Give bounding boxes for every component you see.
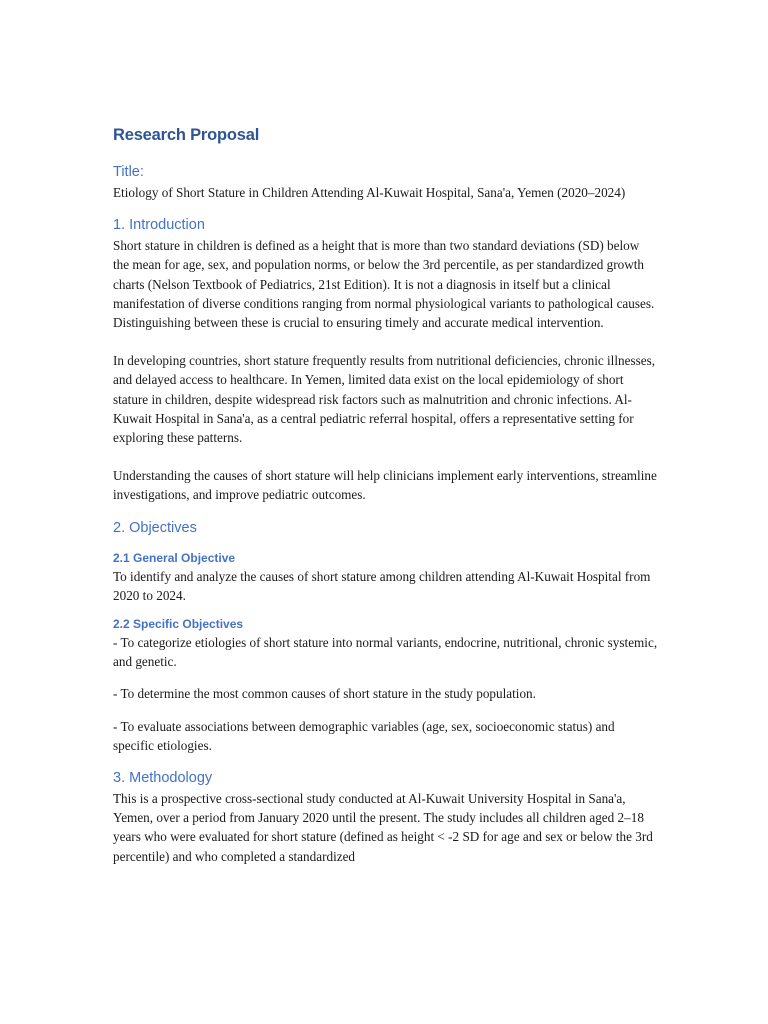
general-objective-text: To identify and analyze the causes of short stature among children attending Al-Kuwait Hospital from 2020 to 2024.: [113, 568, 651, 603]
methodology-heading: 3. Methodology: [113, 770, 213, 787]
specific-objective-item: - To evaluate associations between demographic variables (age, sex, socioeconomic status) and specific etiologies.: [113, 718, 615, 753]
specific-objectives-heading: 2.2 Specific Objectives: [113, 617, 244, 632]
objectives-heading: 2. Objectives: [113, 519, 197, 536]
document-heading: Research Proposal: [113, 126, 260, 144]
document-page: [113, 122, 658, 866]
title-label: Title:: [113, 164, 144, 180]
methodology-text: This is a prospective cross-sectional study conducted at Al-Kuwait University Hospital in Sana'a, Yemen, over a period from January 2020 until the present. The study includes all children aged 2–18 years who were evaluated for short stature (defined as height < -2 SD for age and sex or below the 3rd percentile) and who completed a standardized: [113, 791, 653, 864]
intro-paragraph-3: Understanding the causes of short stature will help clinicians implement early interventions, streamline investigations, and improve pediatric outcomes.: [113, 468, 657, 503]
introduction-heading: 1. Introduction: [113, 217, 205, 234]
general-objective-heading: 2.1 General Objective: [113, 550, 236, 565]
specific-objective-item: - To determine the most common causes of short stature in the study population.: [113, 686, 536, 702]
intro-paragraph-2: In developing countries, short stature frequently results from nutritional deficiencies, chronic illnesses, and delayed access to healthcare. In Yemen, limited data exist on the local epidemiology of short stature in children, despite widespread risk factors such as malnutrition and chronic infections. Al-Kuwait Hospital in Sana'a, as a central pediatric referral hospital, offers a representative setting for exploring these patterns.: [113, 353, 656, 446]
intro-paragraph-1: Short stature in children is defined as a height that is more than two standard deviations (SD) below the mean for age, sex, and population norms, or below the 3rd percentile, as per standardized growth charts (Nelson Textbook of Pediatrics, 21st Edition). It is not a diagnosis in itself but a clinical manifestation of diverse conditions ranging from normal physiological variants to pathological causes. Distinguishing between these is crucial to ensuring timely and accurate medical intervention.: [113, 238, 655, 331]
specific-objective-item: - To categorize etiologies of short stature into normal variants, endocrine, nutritional, chronic systemic, and genetic.: [113, 635, 658, 670]
title-text: Etiology of Short Stature in Children Attending Al-Kuwait Hospital, Sana'a, Yemen (2020–2024): [113, 185, 626, 200]
